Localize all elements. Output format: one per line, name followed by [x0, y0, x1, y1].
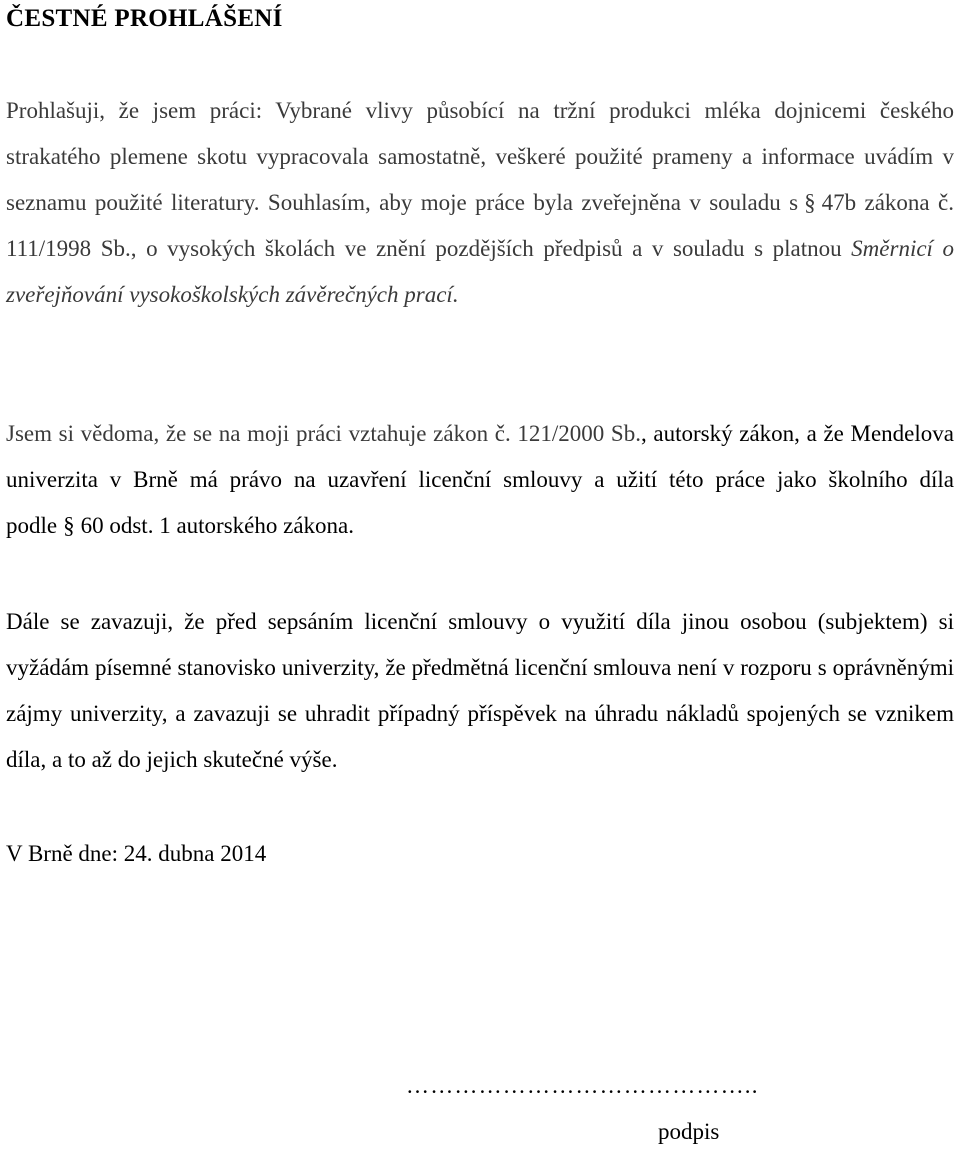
section-symbol: §	[63, 513, 75, 538]
directive-reference: Směrnicí o zveřejňování vysokoškolských závěrečných prací.	[6, 236, 954, 307]
declaration-paragraph	[6, 88, 954, 318]
copyright-text-continued: , autorský zákon, a že Mendelova univerzita v Brně má právo na uzavření licenční smlouvy a užití této práce jako školního díla podle	[6, 421, 954, 538]
copyright-text: Jsem si vědoma, že se na moji práci vztahuje zákon č. 121/2000 Sb.	[6, 421, 641, 446]
signature-line: ……………………………………..	[406, 1073, 759, 1098]
copyright-paragraph	[6, 411, 954, 549]
declaration-text-continued: , o vysokých školách ve znění pozdějších předpisů a v souladu s platnou	[130, 236, 842, 261]
copyright-law-reference: 60 odst. 1 autorského zákona.	[80, 513, 354, 538]
law-reference: 47b zákona č. 111/1998 Sb.	[6, 190, 954, 261]
signature-label: podpis	[658, 1119, 720, 1144]
date-line: V Brně dne: 24. dubna 2014	[6, 841, 267, 866]
declaration-text: Prohlašuji, že jsem práci: Vybrané vlivy působící na tržní produkci mléka dojnicemi českého strakatého plemene skotu vypracovala samostatně, veškeré použité prameny a informace uvádím v seznamu použité literatury. Souhlasím, aby moje práce byla zveřejněna v souladu s	[6, 98, 954, 215]
obligation-paragraph: Dále se zavazuji, že před sepsáním licenční smlouvy o využití díla jinou osobou (subjektem) si vyžádám písemné stanovisko univerzity, že předmětná licenční smlouva není v rozporu s oprávněnými zájmy univerzity, a zavazuji se uhradit případný příspěvek na úhradu nákladů spojených se vznikem díla, a to až do jejich skutečné výše.	[6, 609, 954, 772]
section-symbol: §	[804, 190, 816, 215]
page-title: ČESTNÉ PROHLÁŠENÍ	[6, 5, 283, 32]
